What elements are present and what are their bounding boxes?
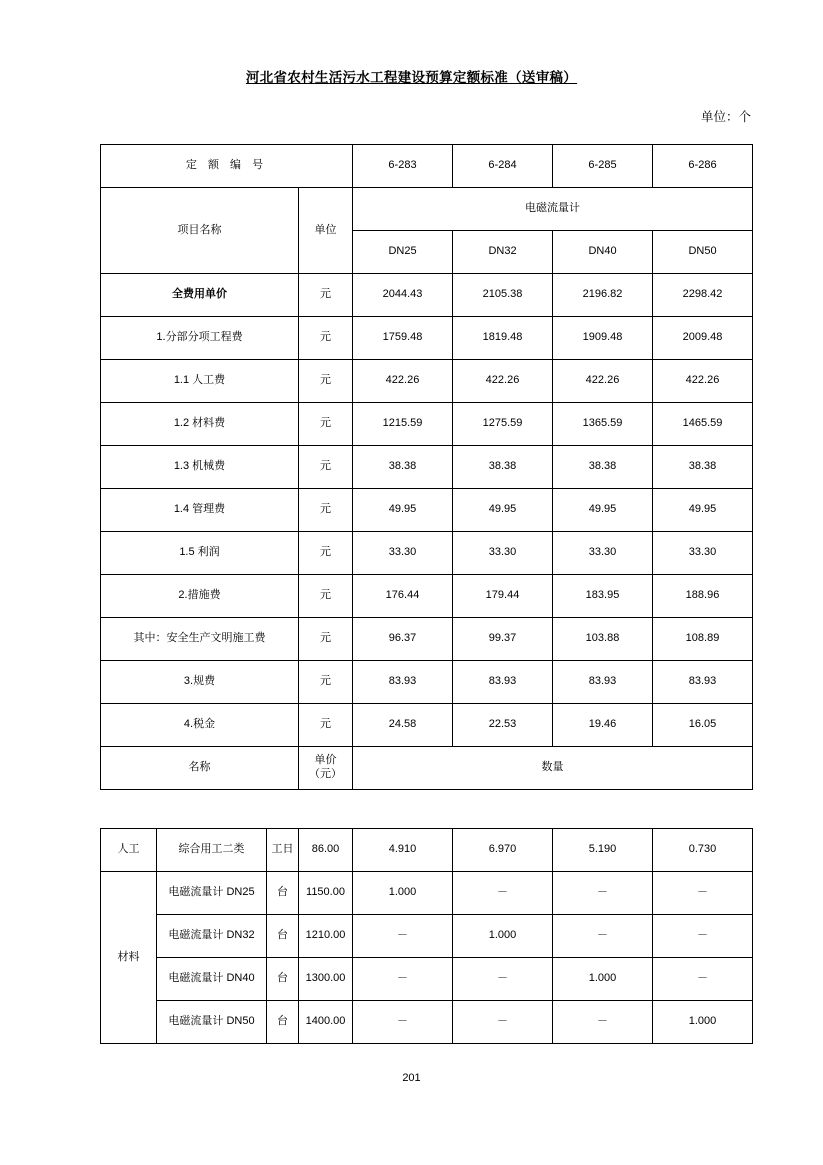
quota-code-1: 6-283 — [353, 145, 453, 188]
resource-qty-material: － — [353, 1001, 453, 1044]
cost-value: 2044.43 — [353, 274, 453, 317]
cost-value: 83.93 — [453, 661, 553, 704]
cost-unit: 元 — [299, 575, 353, 618]
cost-value: 422.26 — [453, 360, 553, 403]
cost-value: 22.53 — [453, 704, 553, 747]
cost-value: 83.93 — [353, 661, 453, 704]
resource-unit-labor: 工日 — [267, 829, 299, 872]
cost-value: 2009.48 — [653, 317, 753, 360]
cost-value: 1465.59 — [653, 403, 753, 446]
resource-table — [100, 828, 753, 1044]
cost-unit: 元 — [299, 360, 353, 403]
cost-label: 1.5 利润 — [101, 532, 299, 575]
cost-value: 33.30 — [653, 532, 753, 575]
cost-value: 49.95 — [353, 489, 453, 532]
table-row-cost — [101, 489, 753, 532]
cost-value: 1819.48 — [453, 317, 553, 360]
unit-note: 单位：个 — [700, 110, 751, 124]
page-title — [0, 66, 823, 86]
resource-qty-labor: 4.910 — [353, 829, 453, 872]
cost-value: 1365.59 — [553, 403, 653, 446]
resource-qty-material: － — [653, 915, 753, 958]
cost-value: 422.26 — [553, 360, 653, 403]
table-row-resource-header — [101, 747, 753, 790]
resource-name-label: 名称 — [101, 747, 299, 790]
resource-qty-material: － — [453, 872, 553, 915]
page-title-text: 河北省农村生活污水工程建设预算定额标准（送审稿） — [245, 70, 578, 85]
cost-value: 1909.48 — [553, 317, 653, 360]
cost-label: 1.2 材料费 — [101, 403, 299, 446]
cost-value: 33.30 — [553, 532, 653, 575]
resource-qty-material: 1.000 — [453, 915, 553, 958]
cost-unit: 元 — [299, 446, 353, 489]
cost-label: 其中：安全生产文明施工费 — [101, 618, 299, 661]
cost-unit: 元 — [299, 532, 353, 575]
resource-price-label-line1: 单价 — [314, 754, 337, 767]
resource-unit-material: 台 — [267, 958, 299, 1001]
cost-value: 1759.48 — [353, 317, 453, 360]
resource-price-material: 1300.00 — [299, 958, 353, 1001]
cost-value: 49.95 — [453, 489, 553, 532]
table-row-material — [101, 915, 753, 958]
quota-code-4: 6-286 — [653, 145, 753, 188]
resource-name-labor: 综合用工二类 — [157, 829, 267, 872]
item-name-label: 项目名称 — [101, 188, 299, 274]
cost-value: 1275.59 — [453, 403, 553, 446]
table-row-cost — [101, 532, 753, 575]
page-number: 201 — [402, 1072, 421, 1084]
cost-value: 422.26 — [653, 360, 753, 403]
cost-label: 2.措施费 — [101, 575, 299, 618]
cost-value: 1215.59 — [353, 403, 453, 446]
table-row-cost — [101, 446, 753, 489]
table-row-material — [101, 1001, 753, 1044]
cost-value: 99.37 — [453, 618, 553, 661]
cost-label: 全费用单价 — [101, 274, 299, 317]
cost-value: 103.88 — [553, 618, 653, 661]
cost-value: 16.05 — [653, 704, 753, 747]
unit-label: 单位 — [299, 188, 353, 274]
resource-name-material: 电磁流量计 DN25 — [157, 872, 267, 915]
cost-label: 1.3 机械费 — [101, 446, 299, 489]
resource-unit-material: 台 — [267, 915, 299, 958]
cost-value: 96.37 — [353, 618, 453, 661]
table-row-cost — [101, 618, 753, 661]
quota-table — [100, 144, 753, 790]
quota-code-3: 6-285 — [553, 145, 653, 188]
resource-qty-labor: 0.730 — [653, 829, 753, 872]
cost-value: 19.46 — [553, 704, 653, 747]
cost-value: 422.26 — [353, 360, 453, 403]
resource-name-material: 电磁流量计 DN40 — [157, 958, 267, 1001]
cost-value: 33.30 — [453, 532, 553, 575]
cost-value: 2105.38 — [453, 274, 553, 317]
cost-value: 2298.42 — [653, 274, 753, 317]
spec-3: DN40 — [553, 231, 653, 274]
table-row-material — [101, 958, 753, 1001]
resource-qty-label: 数量 — [353, 747, 753, 790]
resource-name-material: 电磁流量计 DN32 — [157, 915, 267, 958]
cost-unit: 元 — [299, 317, 353, 360]
cost-value: 179.44 — [453, 575, 553, 618]
resource-price-labor: 86.00 — [299, 829, 353, 872]
resource-qty-material: － — [653, 958, 753, 1001]
cost-value: 38.38 — [653, 446, 753, 489]
cost-value: 83.93 — [553, 661, 653, 704]
resource-qty-material: － — [553, 1001, 653, 1044]
cost-value: 38.38 — [553, 446, 653, 489]
resource-unit-material: 台 — [267, 1001, 299, 1044]
resource-qty-material: － — [453, 958, 553, 1001]
resource-qty-material: － — [553, 872, 653, 915]
cost-value: 49.95 — [553, 489, 653, 532]
resource-qty-material: － — [453, 1001, 553, 1044]
resource-price-material: 1400.00 — [299, 1001, 353, 1044]
cost-unit: 元 — [299, 274, 353, 317]
resource-price-label — [299, 747, 353, 790]
resource-qty-material: 1.000 — [353, 872, 453, 915]
resource-price-material: 1150.00 — [299, 872, 353, 915]
cost-value: 24.58 — [353, 704, 453, 747]
resource-category-labor: 人工 — [101, 829, 157, 872]
table-row-cost — [101, 704, 753, 747]
cost-unit: 元 — [299, 489, 353, 532]
cost-label: 1.1 人工费 — [101, 360, 299, 403]
cost-unit: 元 — [299, 618, 353, 661]
cost-value: 83.93 — [653, 661, 753, 704]
resource-qty-labor: 5.190 — [553, 829, 653, 872]
cost-unit: 元 — [299, 704, 353, 747]
table-row-cost — [101, 360, 753, 403]
table-row-cost — [101, 274, 753, 317]
cost-label: 4.税金 — [101, 704, 299, 747]
cost-value: 2196.82 — [553, 274, 653, 317]
cost-value: 33.30 — [353, 532, 453, 575]
resource-category-material: 材料 — [101, 872, 157, 1044]
resource-qty-labor: 6.970 — [453, 829, 553, 872]
cost-value: 183.95 — [553, 575, 653, 618]
cost-unit: 元 — [299, 403, 353, 446]
cost-label: 1.分部分项工程费 — [101, 317, 299, 360]
spec-4: DN50 — [653, 231, 753, 274]
table-row-cost — [101, 661, 753, 704]
resource-qty-material: － — [653, 872, 753, 915]
cost-label: 3.规费 — [101, 661, 299, 704]
resource-qty-material: － — [353, 915, 453, 958]
group-name: 电磁流量计 — [353, 188, 753, 231]
resource-qty-material: － — [353, 958, 453, 1001]
cost-value: 49.95 — [653, 489, 753, 532]
table-row-cost — [101, 403, 753, 446]
resource-price-label-line2: （元） — [309, 768, 342, 780]
resource-qty-material: 1.000 — [653, 1001, 753, 1044]
resource-qty-material: 1.000 — [553, 958, 653, 1001]
table-row-cost — [101, 317, 753, 360]
resource-name-material: 电磁流量计 DN50 — [157, 1001, 267, 1044]
cost-value: 38.38 — [353, 446, 453, 489]
cost-value: 108.89 — [653, 618, 753, 661]
table-row-labor — [101, 829, 753, 872]
cost-value: 188.96 — [653, 575, 753, 618]
table-row-groupname — [101, 188, 753, 231]
resource-price-material: 1210.00 — [299, 915, 353, 958]
cost-value: 176.44 — [353, 575, 453, 618]
spec-1: DN25 — [353, 231, 453, 274]
table-row-cost — [101, 575, 753, 618]
resource-qty-material: － — [553, 915, 653, 958]
cost-value: 38.38 — [453, 446, 553, 489]
quota-code-2: 6-284 — [453, 145, 553, 188]
table-row-code — [101, 145, 753, 188]
cost-unit: 元 — [299, 661, 353, 704]
quota-code-label: 定 额 编 号 — [101, 145, 353, 188]
table-row-material — [101, 872, 753, 915]
cost-label: 1.4 管理费 — [101, 489, 299, 532]
resource-unit-material: 台 — [267, 872, 299, 915]
spec-2: DN32 — [453, 231, 553, 274]
